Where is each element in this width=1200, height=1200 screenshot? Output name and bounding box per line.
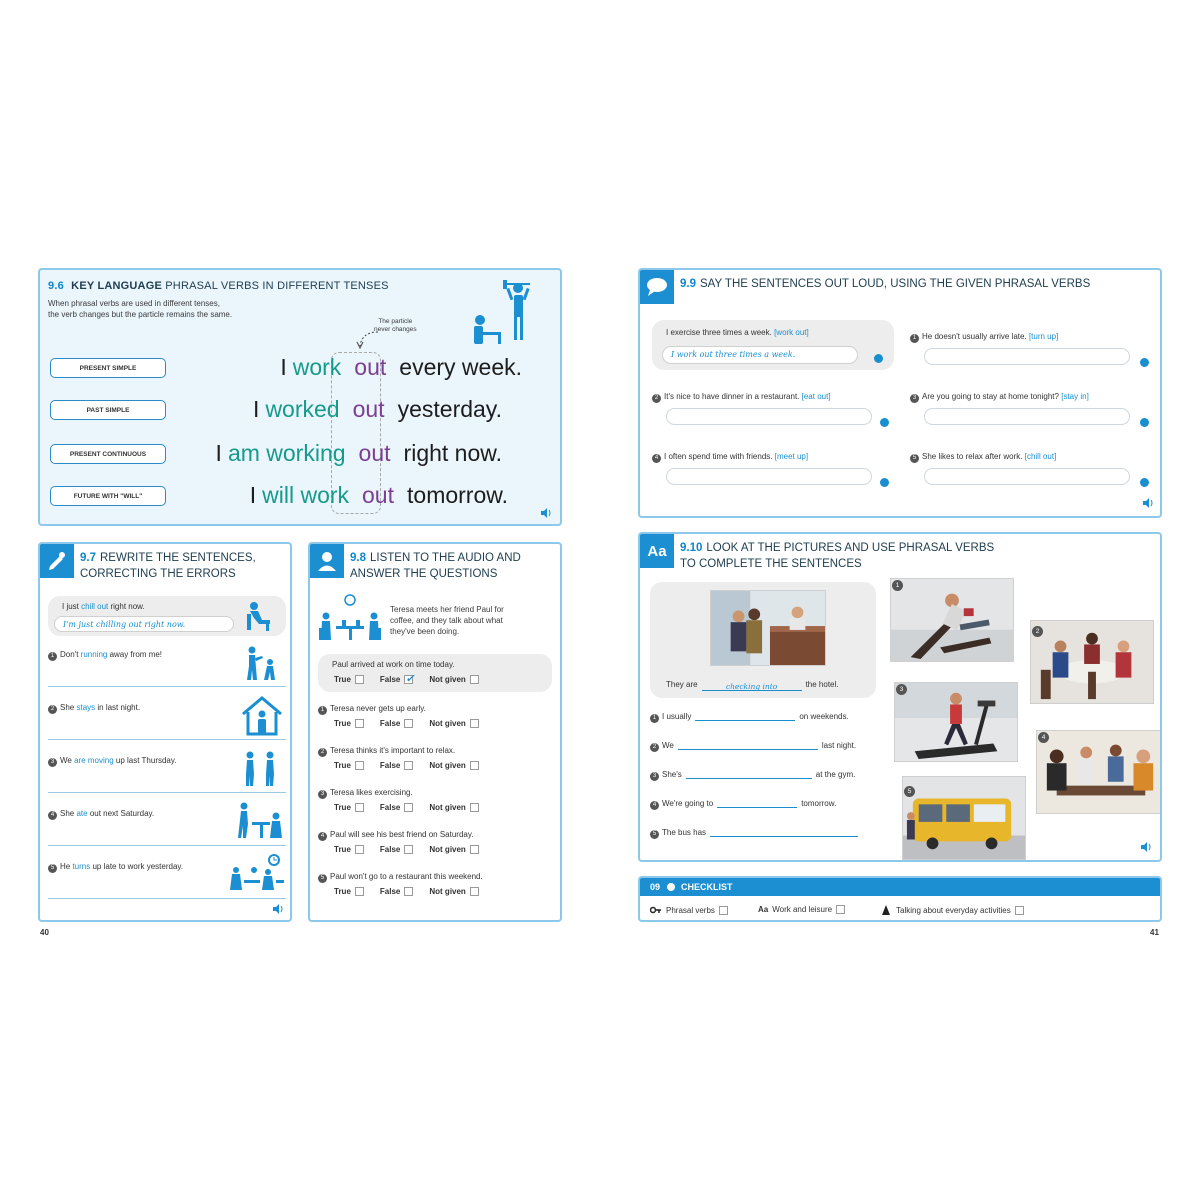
section-header: 9.7 REWRITE THE SENTENCES, CORRECTING THE ERRORS: [80, 552, 256, 580]
answer-blank[interactable]: [678, 741, 818, 750]
answer-blank[interactable]: [686, 770, 812, 779]
page-number-right: 41: [1150, 928, 1159, 937]
checklist-checkbox[interactable]: [1015, 906, 1024, 915]
answer-field[interactable]: [666, 468, 872, 485]
example-line-future-will: I will work out tomorrow.: [249, 482, 508, 508]
speak-icon[interactable]: [874, 354, 883, 363]
false-checkbox[interactable]: [404, 845, 413, 854]
page-number-left: 40: [40, 928, 49, 937]
completion-item: 2 We last night.: [650, 741, 856, 752]
rewrite-item: 2 She stays in last night.: [48, 703, 140, 714]
picture-number-badge: 5: [904, 786, 915, 797]
example-prompt: I exercise three times a week. [work out]: [666, 328, 809, 337]
key-language-panel: [38, 268, 562, 526]
example-box: [650, 582, 876, 698]
sitting-person-icon: [244, 600, 276, 632]
skills-icon: [880, 905, 892, 915]
section-header: 9.9 SAY THE SENTENCES OUT LOUD, USING THE GIVEN PHRASAL VERBS: [680, 278, 1091, 290]
rewrite-item: 1 Don't running away from me!: [48, 650, 162, 661]
listen-panel: [308, 542, 562, 922]
speaking-item: 3 Are you going to stay at home tonight? [stay in]: [910, 392, 1089, 403]
answer-blank[interactable]: [695, 712, 795, 721]
section-header: 9.6 KEY LANGUAGE PHRASAL VERBS IN DIFFERENT TENSES: [48, 280, 389, 292]
answer-options: True False Not given: [334, 845, 495, 854]
listen-item: 1 Teresa never gets up early.: [318, 704, 426, 715]
not-given-checkbox[interactable]: [470, 803, 479, 812]
answer-line[interactable]: [48, 898, 286, 899]
completion-item: 3 She's at the gym.: [650, 770, 855, 781]
pictures-panel: [638, 532, 1162, 862]
listen-item: 4 Paul will see his best friend on Saturday.: [318, 830, 473, 841]
hotel-check-in-picture: [710, 590, 826, 666]
section-header: 9.8 LISTEN TO THE AUDIO AND ANSWER THE QUESTIONS: [350, 552, 521, 580]
tense-label-past-simple: PAST SIMPLE: [50, 400, 166, 420]
answer-field[interactable]: [924, 468, 1130, 485]
listen-item: 3 Teresa likes exercising.: [318, 788, 413, 799]
running-people-icon: [240, 646, 280, 682]
true-checkbox[interactable]: [355, 803, 364, 812]
rewrite-item: 5 He turns up late to work yesterday.: [48, 862, 183, 873]
speak-icon[interactable]: [1140, 358, 1149, 367]
answer-blank[interactable]: [710, 828, 858, 837]
true-checkbox[interactable]: [355, 761, 364, 770]
two-people-icon: [240, 750, 280, 788]
speaking-item: 4 I often spend time with friends. [meet up]: [652, 452, 808, 463]
answer-blank[interactable]: [717, 799, 797, 808]
picture-number-badge: 2: [1032, 626, 1043, 637]
not-given-checkbox[interactable]: [470, 887, 479, 896]
false-checkbox[interactable]: [404, 761, 413, 770]
answer-field[interactable]: [666, 408, 872, 425]
speaking-item: 2 It's nice to have dinner in a restaurant. [eat out]: [652, 392, 831, 403]
speaking-panel: [638, 268, 1162, 518]
listen-item: 5 Paul won't go to a restaurant this weekend.: [318, 872, 483, 883]
picture-number-badge: 3: [896, 684, 907, 695]
completion-item: 1 I usually on weekends.: [650, 712, 849, 723]
answer-line[interactable]: [48, 792, 286, 793]
not-given-checkbox[interactable]: [470, 845, 479, 854]
intro-text: When phrasal verbs are used in different tenses, the verb changes but the particle remains the same.: [48, 299, 233, 319]
dinner-picture: [1030, 620, 1154, 704]
true-checkbox[interactable]: [355, 719, 364, 728]
answer-field[interactable]: [924, 348, 1130, 365]
example-box: [652, 320, 894, 370]
rewrite-item: 4 She ate out next Saturday.: [48, 809, 154, 820]
example-box: [48, 596, 286, 636]
speech-bubble-tile-icon: [640, 270, 674, 304]
rewrite-panel: [38, 542, 292, 922]
false-checkbox[interactable]: [404, 803, 413, 812]
weightlifter-icon: [470, 278, 530, 350]
section-header: 9.10 LOOK AT THE PICTURES AND USE PHRASAL VERBS TO COMPLETE THE SENTENCES: [680, 542, 995, 570]
audio-icon[interactable]: [1140, 842, 1152, 852]
false-checkbox[interactable]: [404, 887, 413, 896]
answer-options: True False Not given: [334, 719, 495, 728]
dining-people-icon: [236, 800, 284, 840]
completion-item: 5 The bus has: [650, 828, 862, 839]
checklist-panel: [638, 876, 1162, 922]
audio-icon[interactable]: [1142, 498, 1154, 508]
audio-icon[interactable]: [272, 904, 284, 914]
friends-meeting-picture: [1036, 730, 1162, 814]
rewrite-item: 3 We are moving up last Thursday.: [48, 756, 177, 767]
speak-icon[interactable]: [880, 418, 889, 427]
example-sentence: They are checking into the hotel.: [666, 680, 839, 691]
example-line-present-simple: I work out every week.: [280, 354, 522, 380]
treadmill-picture: [894, 682, 1018, 762]
checklist-header: 09 CHECKLIST: [640, 878, 1160, 896]
example-line-present-continuous: I am working out right now.: [215, 440, 502, 466]
true-checkbox[interactable]: [355, 675, 364, 684]
audio-icon[interactable]: [540, 508, 552, 518]
checklist-item: Talking about everyday activities: [880, 905, 1024, 915]
key-icon: [650, 905, 662, 915]
true-checkbox[interactable]: [355, 887, 364, 896]
bus-picture: [902, 776, 1026, 860]
speak-icon[interactable]: [880, 478, 889, 487]
vocabulary-icon: Aa: [758, 905, 769, 914]
tense-label-present-simple: PRESENT SIMPLE: [50, 358, 166, 378]
tense-label-future-will: FUTURE WITH "WILL": [50, 486, 166, 506]
answer-options: True False Not given: [334, 761, 495, 770]
listen-intro: Teresa meets her friend Paul for coffee, and they talk about what they've been doing.: [390, 605, 504, 636]
answer-line[interactable]: [48, 845, 286, 846]
example-answer: I work out three times a week.: [662, 346, 858, 364]
answer-options: True False Not given: [334, 803, 495, 812]
answer-line[interactable]: [48, 686, 286, 687]
checklist-item: Phrasal verbs: [650, 905, 728, 915]
example-statement: Paul arrived at work on time today.: [332, 660, 455, 669]
not-given-checkbox[interactable]: [470, 719, 479, 728]
false-checkbox[interactable]: [404, 675, 413, 684]
answer-field[interactable]: [924, 408, 1130, 425]
speak-icon[interactable]: [1140, 418, 1149, 427]
not-given-checkbox[interactable]: [470, 761, 479, 770]
check-circle-icon: [667, 883, 675, 891]
example-prompt: I just chill out right now.: [62, 602, 145, 611]
answer-options: True False Not given: [334, 887, 495, 896]
checklist-checkbox[interactable]: [836, 905, 845, 914]
house-person-icon: [240, 694, 284, 736]
tense-label-present-continuous: PRESENT CONTINUOUS: [50, 444, 166, 464]
completion-item: 4 We're going to tomorrow.: [650, 799, 836, 810]
late-to-work-icon: [228, 854, 286, 894]
particle-note: The particle never changes: [374, 318, 417, 333]
note-arrow-icon: [354, 328, 380, 350]
listener-tile-icon: [310, 544, 344, 578]
pencil-tile-icon: [40, 544, 74, 578]
not-given-checkbox[interactable]: [470, 675, 479, 684]
answer-line[interactable]: [48, 739, 286, 740]
example-box: [318, 654, 552, 692]
picture-number-badge: 1: [892, 580, 903, 591]
picture-number-badge: 4: [1038, 732, 1049, 743]
speaking-item: 5 She likes to relax after work. [chill out]: [910, 452, 1056, 463]
example-options: True False ✓ Not given: [334, 675, 495, 684]
checklist-item: Aa Work and leisure: [758, 905, 845, 914]
vocabulary-tile-icon: Aa: [640, 534, 674, 568]
cafe-conversation-icon: [318, 594, 382, 642]
example-answer: I'm just chilling out right now.: [54, 616, 234, 632]
checklist-checkbox[interactable]: [719, 906, 728, 915]
example-line-past-simple: I worked out yesterday.: [253, 396, 502, 422]
relaxing-picture: [890, 578, 1014, 662]
speaking-item: 1 He doesn't usually arrive late. [turn up]: [910, 332, 1058, 343]
listen-item: 2 Teresa thinks it's important to relax.: [318, 746, 455, 757]
speak-icon[interactable]: [1140, 478, 1149, 487]
false-checkbox[interactable]: [404, 719, 413, 728]
true-checkbox[interactable]: [355, 845, 364, 854]
